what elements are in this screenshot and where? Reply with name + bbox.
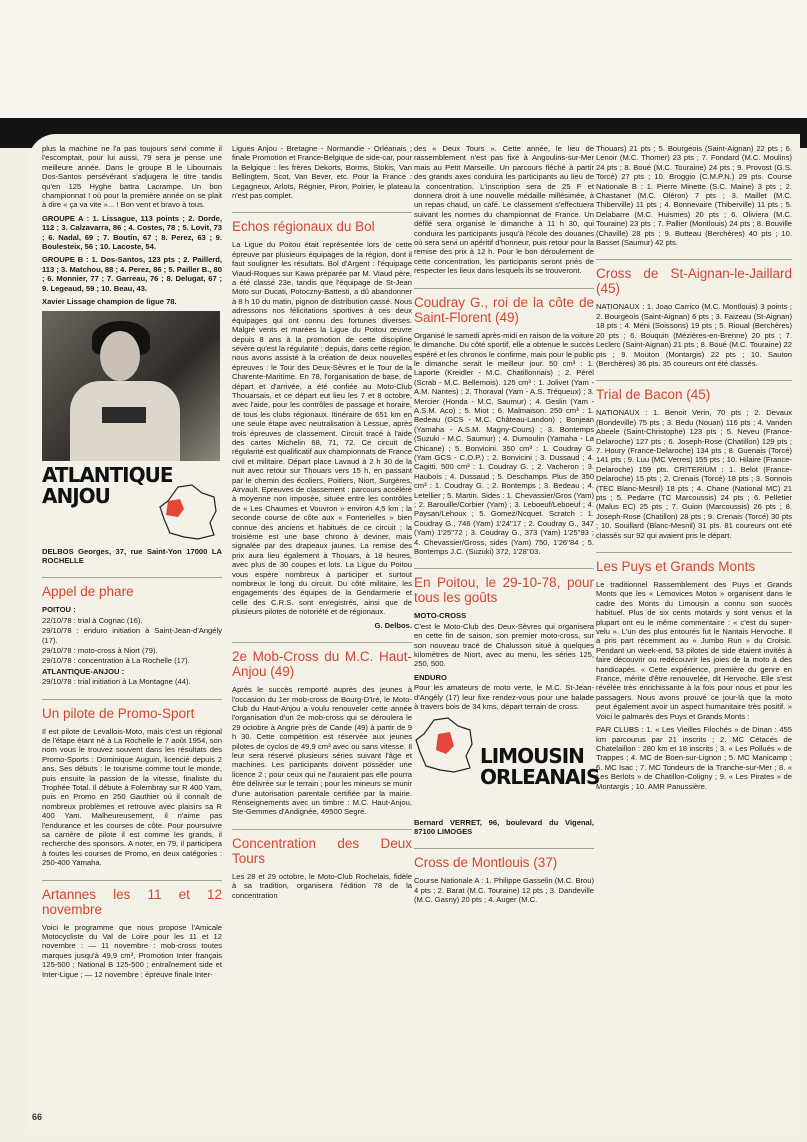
column-1 bbox=[42, 144, 222, 983]
delegate-address: DELBOS Georges, 37, rue Saint-Yon 17000 LA ROCHELLE bbox=[42, 546, 222, 565]
appel-line: 22/10/78 : trial à Cognac (16). bbox=[42, 615, 143, 625]
echos-heading: Echos régionaux du Bol bbox=[232, 212, 412, 234]
puys-text: Le traditionnel Rassemblement des Puys et Grands Monts que les « Lemovices Motos » organisent dans le cadre des Monts du Limousin a connu son succès habituel. Plus de six cents motards y sont venus et la plupart ont eu le même commentaire : « c'est du super-velu ». L'un des plus entourés fut le Nantais Hervoche. Il a pris part récemment au « Jumbo Run » du Croisic. Pendant un week-end, 53 pilotes de side étaient invités à faire découvrir ou redécouvrir les joies de la moto à des handicapés. « Cette expérience, première du genre en France, mérite d'être renouvelée, dit Hervoche. Elle s'est révélée très enrichissante à la fois pour nous et pour les passagers. Nous avons prouvé ce jour-là que la moto peut également avoir un aspect humanitaire très positif. » Voici le palmarès des Puys et Grands Monts : bbox=[596, 580, 792, 721]
echos-signature: G. Delbos. bbox=[374, 620, 412, 630]
motocross-label: MOTO-CROSS bbox=[414, 611, 467, 621]
groupe-a-results: GROUPE A : 1. Lissague, 113 points ; 2. Dorde, 112 ; 3. Calzavarra, 86 ; 4. Costes, 78 ; 5. Lovit, 73 ; 6. Nadal, 69 ; 7. Boutin, 67 ; 8. Perez, 63 ; 9. Boulesteix, 56 ; 10. Lacoste, 54. bbox=[42, 213, 222, 252]
magazine-page bbox=[28, 134, 800, 1134]
concentration-heading: Concentration des Deux Tours bbox=[232, 829, 412, 866]
coudray-text: Organisé le samedi après-midi en raison de la voiture le dimanche. Du côté sportif, elle a obtenue le succès espéré et les chronos le confirme, mais pour le public le dimanche serait le meilleur jour. 50 cm³ : 1. Laporte (Kreidler - M.C. Chatillonnais) ; 2. Pérel (Scrab - M.C. Bellemois). 125 cm³ : 1. Jolivet (Yam - A.M. Nantes) ; 2. Thoraval (Yam - A.S. Tréqueux) ; 3. Mercier (Honda - M.C. Saumur) ; 4. Geslin (Yam - A.S.M. Aco) ; 5. Miot ; 6. Malmaison. 250 cm³ : 1. Bedeau (GCS - M.C. Château-Landon) ; Bonjean (Yamaha - A.S.M. Magny-Cours) ; 3. Bontemps (Suzuki - M.C. Saumur) ; 4. Dumoulin (Yamaha - La Chicane) ; 5. Bonvicini. 350 cm³ : 1. Coudray G. (Yam GCS - C.O.P.) ; 2. Bonvicini ; 3. Dussaud ; 4. Cagitti. 500 cm³ : 1. Coudray G. ; 2. Vacheron ; 3. Haubois ; 4. Dussaud ; 5. Deschamps. Plus de 350 cm³ : 1. Coudray G. ; 2. Bontemps ; 3. Bedeau ; 4. Letellier ; 5. Martin. Sides : 1. Chevassier/Gros (Yam) ; 2. Barouille/Corbier (Yam) ; 3. Leboeuf/Leboeuf ; 4. Paysan/Lehoux ; 5. Gomez/Ncquet. Scratch : 1. Coudray G., 746 (Yam) 1'24''17 ; 2. Coudray G., 347 (Yam) 1'25''72 ; 3. Coudray G., 373 (Yam) 1'25''93 ; 4. Chevassier/Gross, sides (Yam) 750, 1'26''84 ; 5. Bontemps J.C. (Suzuki) 372, 1'28''03. bbox=[414, 330, 594, 557]
region-title-line-2: ORLEANAIS bbox=[480, 764, 600, 789]
mob-cross-heading: 2e Mob-Cross du M.C. Haut-Anjou (49) bbox=[232, 642, 412, 679]
top-margin bbox=[0, 0, 807, 118]
region-block-limousin-orleanais bbox=[414, 716, 600, 794]
motocross-text: C'est le Moto-Club des Deux-Sèvres qui organisera en cette fin de saison, son premier moto-cross, sur son nouveau tracé de Chalusson situé à quelques kilomètres de Niort, avec au menu, les séries 125, 250, 500. bbox=[414, 621, 594, 669]
appel-line: 29/10/78 : moto-cross à Niort (79). bbox=[42, 645, 158, 655]
intro-text: plus la machine ne l'a pas toujours servi comme il l'escomptait, pour lui aussi, 79 sera je pense une meilleure année. Dans le groupe B le Libournais Dos-Santos persévérant s'adjugera le titre tandis qu'en 125 Hyghe battra Lacrampe. Un bon championnat ! où pour la première année on se plait à dire « ça va vite »... ! Bon vent et bravo à tous. bbox=[42, 144, 222, 210]
deux-tours-text: des « Deux Tours ». Cette année, le lieu de rassemblement n'est pas fixé à Angoulins-sur-Mer mais au Petit Marseille. Un parcours fléché à partir des grands axes conduira les participants au lieu de la concentration. L'inscription sera de 25 F et donnera droit à une nouvelle médaille millésimée, à un repas chaud, un café. Le classement s'effectuera suivant les normes du championnat de France. Un défilé sera organisé le dimanche à 11 h 30, qui conduira les participants jusqu'à l'école des douanes où sera servi un apéritif d'honneur, puis retour pour la remise des prix à 12 h. Pour le bon déroulement de cette concentration, les participants seront priés de respecter les lieux dans lesquels ils se trouveront. bbox=[414, 144, 594, 276]
bacon-text: NATIONAUX : 1. Benoit Verin, 70 pts ; 2. Devaux (Bondeville) 75 pts ; 3. Bedu (Nouan) 116 pts ; 4. Vanden Abeele (Saint-Christophe) 123 pts ; 5. Neveu (France-Delaroche) 127 pts ; 6. Joseph-Rose (Chatillon) 129 pts ; 7. Houry (France-Delaroche) 134 pts ; 8. Guenais (Torcé) 141 pts ; 9. Luu (MC Verres) 155 pts ; 10. Hilaire (France-Delaroche) 159 pts. CRITERIUM : 1. Belot (France-Delaroche) 15 pts ; 2. Crenais (Torcé) 18 pts ; 3. Sonnois (TEC Blanc-Mesnil) 18 pts ; 4. Chane (National MC) 21 pts ; 5. Pedarre (TC Marcoussis) 24 pts ; 6. Pelletier (Malus EC) 25 pts ; 7. Guion (Marcoussis) 26 pts ; 8. Joseph-Rose (Chatillon) 28 pts ; 9. Crenais (Torcé) 30 pts ; 10. Souillard (Blanc-Mesnil) 31 pts. 81 coureurs ont été classés sur 92 qui avaient pris le départ. bbox=[596, 408, 792, 540]
appel-line: 29/10/78 : enduro initiation à Saint-Jean-d'Angély (17). bbox=[42, 626, 222, 645]
region-title-line-1: ATLANTIQUE bbox=[42, 462, 173, 487]
palmares-text: PAR CLUBS : 1. « Les Vieilles Filochés » de Dinan : 455 km parcourus par 21 inscrits ; 2. MC Cétacés de Chatelaillon : 280 km et 18 inscrits ; 3. « Les Pollués » de Trappes ; 4. MC de Boen-sur-Lignon ; 5. MC Manicamp ; 6. MC Isac ; 7. MC Tondeurs de la Tranche-sur-Mer ; 8. « Les Berlots » de Chatillon-Coligny ; 9. « Les Pirates » de Montargis ; 10. AMR Panussière. bbox=[596, 725, 792, 791]
coudray-heading: Coudray G., roi de la côte de Saint-Florent (49) bbox=[414, 288, 594, 325]
bacon-heading: Trial de Bacon (45) bbox=[596, 380, 792, 402]
region-block-atlantique-anjou bbox=[42, 462, 222, 543]
groupe-b-results: GROUPE B : 1. Dos-Santos, 123 pts ; 2. Paillerd, 113 ; 3. Matchou, 88 ; 4. Perez, 86 ; 5. Pailler B., 80 ; 6. Monnier, 77 ; 7. Garreau, 76 ; 8. Delugat, 67 ; 9. Legeaud, 59 ; 10. Beau, 43. bbox=[42, 255, 222, 293]
appel-heading: Appel de phare bbox=[42, 577, 222, 599]
appel-line: 29/10/78 : trial initiation à La Montagne (44). bbox=[42, 677, 191, 687]
page-number: 66 bbox=[32, 1112, 43, 1122]
enduro-text: Pour les amateurs de moto verte, le M.C. St-Jean-d'Angély (17) leur fixe rendez-vous pour une balade à travers bois de 34 kms, départ terrain de cross. bbox=[414, 683, 594, 712]
delegate-address: Bernard VERRET, 96, boulevard du Vigenal, 87100 LIMOGES bbox=[414, 817, 594, 836]
column-4 bbox=[596, 144, 792, 795]
appel-line: ATLANTIQUE-ANJOU : bbox=[42, 666, 125, 676]
france-map-icon bbox=[158, 483, 220, 541]
cross-text: NATIONAUX : 1. Joao Carrico (M.C. Montlouis) 3 points ; 2. Bourgeois (Saint-Aignan) 6 pts ; 3. Faizeau (St-Aignan) 18 pts ; 4. Méni (Soissons) 19 pts ; 5. Rioual (Berchères) 20 pts ; 6. Bouquin (Mézières-en-Brenne) 20 pts ; 7. Leclerc (Saint-Aignan) 21 pts ; 8. Boué (M.C. Touraine) 22 pts ; 9. Mouton (Montargis) 22 pts ; 10. Sauton (Berchères) 36 pts. 35 coureurs ont été classés. bbox=[596, 302, 792, 368]
appel-line: 29/10/78 : concentration à La Rochelle (17). bbox=[42, 656, 190, 666]
mob-cross-text: Après le succès remporté auprès des jeunes à l'occasion du 1er mob-cross de Bourg-D'Iré, le Moto-Club du Haut-Anjou a voulu renouveler cette année l'organisation d'un 2e mob-cross qui se déroulera le 29 octobre à Angrie près de Cande (49) à partir de 9 h 30. Cette compétition est réservée aux jeunes pilotes de cyclos de 49,9 cm³ avec ou sans vitesse. Il leur sera réservé plusieurs séries suivant l'âge et machines. Les participants doivent posséder une licence 2 ; pour ceux qui ne l'auraient pas elle pourra être délivrée sur le terrain ; pour les mineurs se munir d'une autorisation parentale certifiée par la mairie. Renseignements avec un timbre : M.C. Haut-Anjou, Ste-Gemmes d'Andignée, 49500 Segré. bbox=[232, 685, 412, 817]
echos-text: La Ligue du Poitou était représentée lors de cette épreuve par plusieurs équipages de la région, dont il faut souligner les résultats. Bol d'Argent : l'équipage Viaud-Roques sur Kawa préparée par M. Viaud père, a été classé 23e, tandis que l'équipage de St-Jean Moto sur Ducati, Potoczny-Battesti, a dû abandonner à 8 h 10 du matin, pignon de distribution cassé. Nous adressons nos félicitations sportives à ces deux équipages qui ont connu des fortunes diverses. Malgré vents et marées la Ligue du Poitou œuvre depuis 8 ans à la promotion de cette discipline sévère qu'est la régularité ; depuis, dans cette région, nous avons assisté à la création de deux nouvelles épreuves : le Tour des Deux-Sèvres et le Tour de la Charente-Maritime. En 78, l'organisation de base, de départ et d'arrivée, a été confiée au Moto-Club Thouarsais, et ce départ eut lieu les 7 et 8 octobre, avec l'aide, pour les contrôles de passage et horaire, de tous les clubs régionaux. Itinéraire de 651 km en une seule étape avec neutralisation à Lessue, après trois épreuves de classement. Circuit tracé à l'aide des cartes Michelin 68, 71, 72. Ce circuit de régularité est qualificatif aux championnats de France civil et militaire. Départ place Lavaud à 2 h 30 de la nuit avec retour sur Thouars vers 15 h, en passant par le chemin des écoliers, Poitiers, Niort, Surgères, Airvault. Epreuves de classement : parcours accéléré à moyenne non imposée, située entre les contrôles de « Les Chaumes et Vouvron » environ 4,5 km ; la seconde course de côte aux « Fontenelles » bien connue des anciens et habitués de ce circuit ; la troisième est une base chrono à deviner, mais signalée par des drapeaux jaunes. La remise des prix aura lieu également à Thouars, à 18 heures, avec plus de 30 coupes et lots. La Ligue du Poitou vous espère nombreux à participer et surtout nombreux le long du circuit. Du côté militaire, les engagements des équipes de la Gendarmerie et celle des C.R.S. sont enregistrés, ainsi que de plusieurs pilotes de notoriété et de régionaux. bbox=[232, 240, 413, 617]
poitou-heading: En Poitou, le 29-10-78, pour tous les goûts bbox=[414, 568, 594, 605]
cross-heading: Cross de St-Aignan-le-Jaillard (45) bbox=[596, 259, 792, 296]
column-2 bbox=[232, 144, 412, 904]
pilote-heading: Un pilote de Promo-Sport bbox=[42, 699, 222, 721]
pilote-text: Il est pilote de Levallois-Moto, mais c'est un régional de l'étape étant né à La Rochelle le 7 août 1954, son nom vous le trouvez souvent dans les résultats des Promo-Sports : Dominique Auguin, licencié depuis 2 ans. Ses débuts : le tourisme comme tout le monde, puis ensuite la passion de la vitesse, finaliste du Trophée Total. Il débute à Folembray sur R 400 Yam, puis en Promo en 250 Gauthier où il connaît de nombreux problèmes et retrouve avec plaisirs sa R 400 Yam. Malheureusement, il n'aime pas l'endurance et les courses de côte. Pour poursuivre sa carrière de pilote il est comme les grands, il recherche des sponsors. A noter, en 79, il participera à toutes les courses de Promo, en deux catégories : 250-400 Yamaha. bbox=[42, 726, 222, 868]
france-map-icon bbox=[414, 716, 476, 774]
concentration-text: Les 28 et 29 octobre, le Moto-Club Rochelais, fidèle à sa tradition, organisera l'édition 78 de la concentration bbox=[232, 871, 412, 900]
artannes-text: Voici le programme que nous propose l'Amicale Motocycliste du Val de Loire pour les 11 et 12 novembre : — 11 novembre : mob-cross toutes marques jusqu'à 49,9 cm³, Promotion Inter français 125-500 ; National B 125-500 ; entraînement side et Inter-Ligue ; — 12 novembre : épreuve finale Inter- bbox=[42, 922, 222, 979]
enduro-label: ENDURO bbox=[414, 672, 447, 682]
appel-line: POITOU : bbox=[42, 605, 76, 615]
artannes-heading: Artannes les 11 et 12 novembre bbox=[42, 880, 222, 917]
montlouis-text: Course Nationale A : 1. Philippe Gasselin (M.C. Brou) 4 pts ; 2. Barat (M.C. Touraine) 12 pts ; 3. Dandeville (M.C. Gasny) 20 pts ; 4. Auger (M.C. bbox=[414, 876, 594, 905]
champion-photo bbox=[42, 311, 220, 461]
region-title-line-2: ANJOU bbox=[42, 483, 110, 508]
montlouis-heading: Cross de Montlouis (37) bbox=[414, 848, 594, 870]
ligues-text: Ligues Anjou - Bretagne - Normandie - Orléanais ; finale Promotion et France-Belgique de side-car, pour la Belgique : les frères Dekorts, Borms, Stokis, Van Bellingtem, Scot, Van Bever, etc. Pour la France : Legagneux, Arlots, Régnier, Piron, Poirier, le plateau n'est pas complet. bbox=[232, 144, 412, 201]
montlouis-results-text: Thouars) 21 pts ; 5. Bourgeois (Saint-Aignan) 22 pts ; 6. Lenoir (M.C. Thomer) 23 pts ; 7. Fondard (M.C. Moulins) 24 pts ; 8. Boué (M.C. Touraine) 24 pts ; 9. Provost (G.S. Torcé) 27 pts ; 10. Broggio (C.M.P.N.) 29 pts. Course Nationale B : 1. Pierre Minette (S.C. Maine) 3 pts ; 2. Chastanet (M.C. Oléron) 7 pts ; 3. Maillet (M.C. Thiberville) 11 pts ; 4. Bonnevaire (Thiberville) 11 pts ; 5. Delabarre (M.C. Huismes) 20 pts ; 6. Oliviera (M.C. Touraine) 23 pts ; 7. Pallier (Montlouis) 24 pts ; 8. Bouville (Chaville) 28 pts ; 9. Butteau (Berchères) 40 pts ; 10. Basset (Saumur) 42 pts. bbox=[596, 144, 792, 248]
puys-heading: Les Puys et Grands Monts bbox=[596, 552, 792, 574]
column-3 bbox=[414, 144, 600, 909]
photo-caption: Xavier Lissage champion de ligue 78. bbox=[42, 297, 177, 307]
region-title-line-1: LIMOUSIN bbox=[480, 743, 584, 768]
